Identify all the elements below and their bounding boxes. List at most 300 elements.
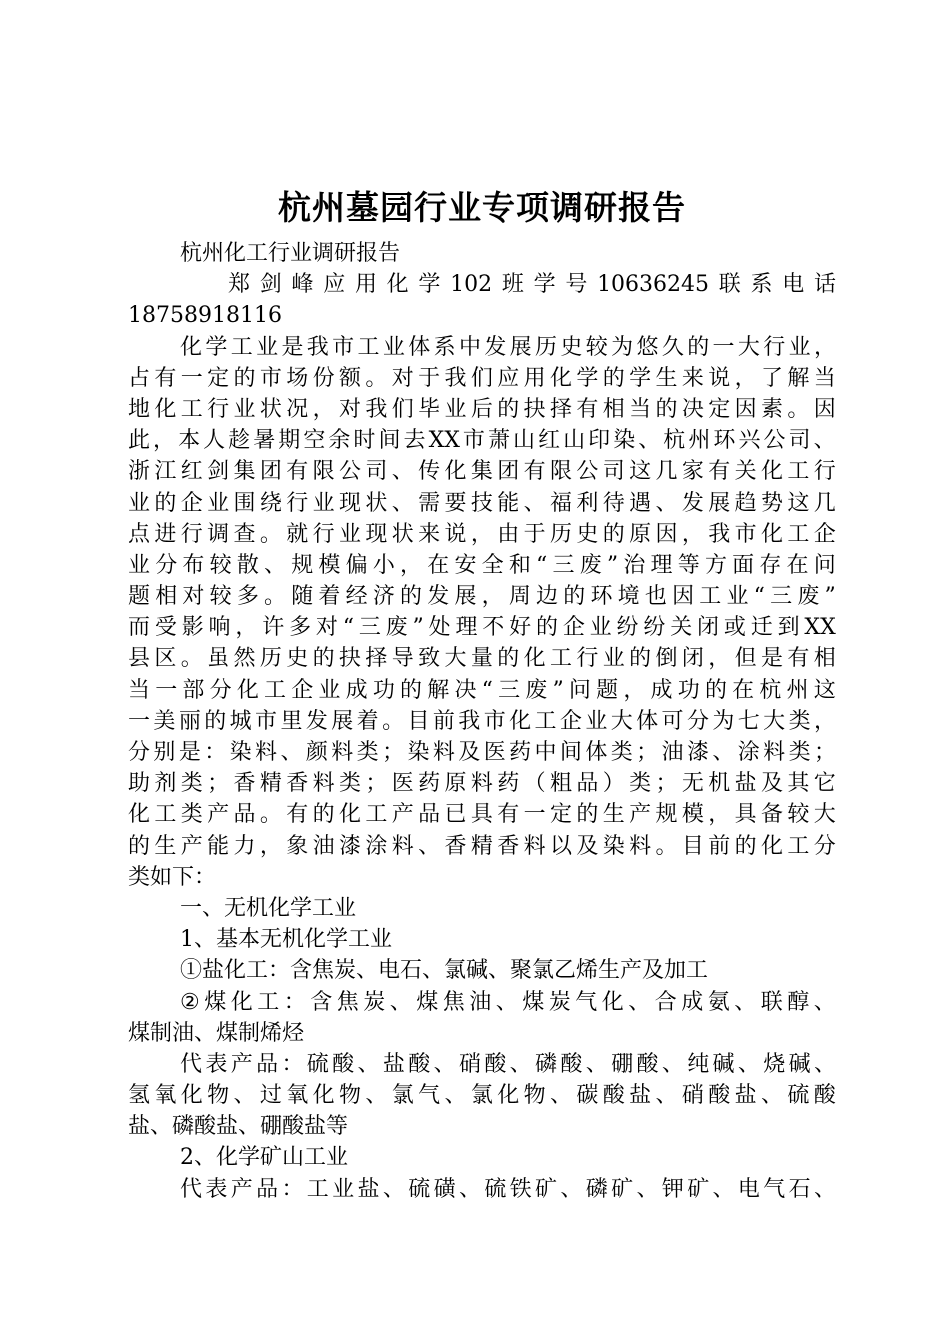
glyph: 家 — [681, 459, 704, 485]
glyph: 发 — [427, 584, 450, 610]
glyph: 行 — [813, 459, 836, 485]
glyph: XX — [428, 428, 460, 454]
glyph: 品 — [418, 802, 441, 828]
glyph: 集 — [470, 459, 493, 485]
glyph: 、 — [357, 1051, 380, 1077]
glyph: 布 — [182, 552, 205, 578]
glyph: 这 — [629, 459, 652, 485]
glyph: 许 — [262, 615, 285, 641]
glyph: 规 — [291, 552, 314, 578]
glyph: 工 — [306, 1176, 329, 1202]
glyph: 业 — [256, 334, 279, 360]
glyph: 场 — [286, 365, 309, 391]
glyph: 的 — [687, 334, 710, 360]
glyph: 医 — [391, 771, 414, 797]
glyph: 环 — [713, 428, 736, 454]
glyph: 分 — [155, 552, 178, 578]
glyph: 大 — [737, 334, 760, 360]
glyph: ； — [207, 771, 230, 797]
glyph: 间 — [559, 740, 582, 765]
glyph: 团 — [259, 459, 282, 485]
glyph: 题 — [596, 677, 619, 703]
glyph: 州 — [786, 677, 809, 703]
glyph: 但 — [734, 646, 757, 672]
glyph: 漆 — [686, 740, 709, 765]
glyph: 分 — [128, 740, 151, 765]
glyph: 对 — [315, 615, 338, 641]
glyph: 们 — [391, 396, 414, 422]
glyph: ： — [281, 1176, 304, 1202]
author-char: 郑 — [228, 272, 251, 298]
glyph: 化 — [312, 1083, 335, 1109]
glyph: 工 — [180, 396, 203, 422]
glyph: 氯 — [470, 1083, 493, 1109]
glyph: 兴 — [738, 428, 761, 454]
glyph: 、 — [638, 428, 661, 454]
glyph: ； — [365, 771, 388, 797]
glyph: 产 — [391, 802, 414, 828]
glyph: 额 — [339, 365, 362, 391]
body-line — [128, 768, 836, 799]
glyph: 目 — [681, 833, 704, 859]
glyph: 大 — [610, 708, 633, 734]
glyph: 业 — [444, 396, 467, 422]
glyph: 酸 — [408, 1051, 431, 1077]
glyph: 磷 — [535, 1051, 558, 1077]
glyph: 、 — [628, 989, 651, 1015]
glyph: 展 — [708, 490, 731, 516]
glyph: 具 — [470, 802, 493, 828]
glyph: 生 — [655, 365, 678, 391]
glyph: 盐 — [734, 771, 757, 797]
glyph: 硝 — [681, 1083, 704, 1109]
glyph: 业 — [589, 615, 612, 641]
glyph: 大 — [813, 802, 836, 828]
glyph: 发 — [484, 334, 507, 360]
glyph: ， — [734, 365, 757, 391]
glyph: 前 — [432, 708, 455, 734]
glyph: 浙 — [128, 459, 151, 485]
glyph: 料 — [391, 833, 414, 859]
glyph: 漆 — [339, 833, 362, 859]
author-char: 用 — [354, 272, 377, 298]
glyph: 及 — [761, 771, 784, 797]
glyph: 问 — [813, 552, 836, 578]
glyph: 精 — [259, 771, 282, 797]
glyph: 和 — [508, 552, 531, 578]
glyph: 三 — [552, 552, 575, 578]
glyph: 药 — [418, 771, 441, 797]
glyph: 市 — [255, 708, 278, 734]
glyph: 进 — [154, 521, 177, 547]
glyph: 关 — [670, 615, 693, 641]
glyph: 炭 — [363, 989, 386, 1015]
glyph: 品 — [256, 1051, 279, 1077]
glyph: 酸 — [332, 1051, 355, 1077]
glyph: 因 — [655, 521, 678, 547]
glyph: 传 — [418, 459, 441, 485]
glyph: 有 — [523, 459, 546, 485]
glyph: 行 — [763, 334, 786, 360]
glyph: 化 — [761, 833, 784, 859]
glyph: 这 — [813, 677, 836, 703]
glyph: 遇 — [629, 490, 652, 516]
glyph: 料 — [312, 771, 335, 797]
glyph: 我 — [306, 334, 329, 360]
glyph: 偏 — [345, 552, 368, 578]
glyph: ， — [259, 833, 282, 859]
glyph: 里 — [280, 708, 303, 734]
glyph: 此 — [128, 428, 151, 454]
glyph: 业 — [312, 490, 335, 516]
glyph: 的 — [497, 646, 520, 672]
author-char: 学 — [418, 272, 441, 298]
glyph: 的 — [602, 521, 625, 547]
glyph: 去 — [403, 428, 426, 454]
glyph: 盐 — [357, 1176, 380, 1202]
class-number: 102 — [450, 272, 493, 298]
glyph: 工 — [699, 584, 722, 610]
glyph: 而 — [128, 615, 151, 641]
glyph: 致 — [418, 646, 441, 672]
glyph: 本 — [178, 428, 201, 454]
glyph: 分 — [686, 708, 709, 734]
glyph: 量 — [470, 646, 493, 672]
glyph: 的 — [312, 646, 335, 672]
glyph: 烧 — [763, 1051, 786, 1077]
glyph: 模 — [318, 552, 341, 578]
glyph: 纷 — [643, 615, 666, 641]
glyph: ； — [655, 771, 678, 797]
glyph: 、 — [495, 989, 518, 1015]
author-char: 系 — [750, 272, 773, 298]
glyph: 、 — [655, 490, 678, 516]
glyph: 大 — [444, 646, 467, 672]
glyph: 影 — [181, 615, 204, 641]
glyph: 、 — [523, 490, 546, 516]
glyph: 料 — [763, 740, 786, 765]
glyph: 的 — [535, 615, 558, 641]
glyph: 工 — [787, 833, 810, 859]
glyph: 济 — [372, 584, 395, 610]
glyph: 煤 — [416, 989, 439, 1015]
glyph: 、 — [391, 490, 414, 516]
glyph: 类 — [788, 740, 811, 765]
glyph: 市 — [462, 428, 485, 454]
glyph: 江 — [154, 459, 177, 485]
glyph: 暑 — [253, 428, 276, 454]
body-line — [128, 706, 836, 737]
glyph: 、 — [444, 1083, 467, 1109]
glyph: 处 — [428, 615, 451, 641]
glyph: 体 — [408, 334, 431, 360]
glyph: 的 — [154, 490, 177, 516]
glyph: 酸 — [560, 1051, 583, 1077]
glyph: ） — [602, 771, 625, 797]
glyph: 具 — [734, 802, 757, 828]
glyph: 业 — [128, 490, 151, 516]
document-body — [128, 238, 836, 1205]
glyph: 中 — [458, 334, 481, 360]
glyph: 福 — [550, 490, 573, 516]
glyph: 其 — [787, 771, 810, 797]
author-char: 学 — [533, 272, 556, 298]
glyph: 业 — [382, 334, 405, 360]
subsection-heading-chemical-mining: 2、化学矿山工业 — [180, 1145, 348, 1171]
glyph: 杭 — [759, 677, 782, 703]
glyph: 、 — [813, 1176, 836, 1202]
glyph: 化 — [236, 677, 259, 703]
glyph: 类 — [610, 740, 633, 765]
glyph: 、 — [233, 1083, 256, 1109]
body-line — [128, 799, 836, 830]
glyph: 矿 — [687, 1176, 710, 1202]
glyph: 焦 — [336, 989, 359, 1015]
glyph: 染 — [613, 428, 636, 454]
representative-products-cont: 盐、磷酸盐、硼酸盐等 — [128, 1114, 349, 1140]
glyph: 现 — [365, 521, 388, 547]
glyph: 、 — [761, 1083, 784, 1109]
glyph: 因 — [734, 396, 757, 422]
glyph: 矿 — [611, 1176, 634, 1202]
glyph: 治 — [623, 552, 646, 578]
glyph: 硫 — [306, 1051, 329, 1077]
glyph: 经 — [345, 584, 368, 610]
glyph: 及 — [576, 833, 599, 859]
glyph: ， — [681, 521, 704, 547]
document-title: 杭州墓园行业专项调研报告 — [278, 188, 686, 227]
glyph: 企 — [813, 521, 836, 547]
glyph: 着 — [318, 584, 341, 610]
glyph: 。 — [655, 833, 678, 859]
glyph: 规 — [655, 802, 678, 828]
glyph: 氯 — [391, 1083, 414, 1109]
glyph: ” — [412, 615, 424, 641]
glyph: ， — [400, 552, 423, 578]
glyph: 成 — [681, 989, 704, 1015]
glyph: 、 — [418, 833, 441, 859]
glyph: 展 — [331, 708, 354, 734]
glyph: 关 — [734, 459, 757, 485]
glyph: 产 — [207, 802, 230, 828]
glyph: “ — [481, 677, 493, 703]
glyph: 、 — [280, 740, 303, 765]
glyph: 体 — [636, 708, 659, 734]
glyph: 油 — [312, 833, 335, 859]
glyph: 待 — [602, 490, 625, 516]
glyph: 、 — [433, 1051, 456, 1077]
glyph: 前 — [708, 833, 731, 859]
glyph: 化 — [444, 459, 467, 485]
glyph: 因 — [813, 396, 836, 422]
glyph: 在 — [786, 552, 809, 578]
glyph: 趋 — [734, 490, 757, 516]
glyph: 间 — [378, 428, 401, 454]
glyph: 工 — [257, 989, 280, 1015]
glyph: 成 — [345, 677, 368, 703]
glyph: 史 — [576, 521, 599, 547]
glyph: 择 — [550, 396, 573, 422]
glyph: 解 — [787, 365, 810, 391]
glyph: 有 — [286, 802, 309, 828]
glyph: 企 — [559, 708, 582, 734]
glyph: 碱 — [788, 1051, 811, 1077]
glyph: 展 — [509, 334, 532, 360]
glyph: 化 — [550, 365, 573, 391]
glyph: 绕 — [259, 490, 282, 516]
glyph: 它 — [813, 771, 836, 797]
glyph: ， — [813, 334, 836, 360]
glyph: 化 — [761, 521, 784, 547]
glyph: 醇 — [787, 989, 810, 1015]
glyph: 司 — [602, 459, 625, 485]
representative-products-mining — [128, 1174, 836, 1205]
glyph: 到 — [777, 615, 800, 641]
glyph: 导 — [391, 646, 414, 672]
glyph: 、 — [509, 1051, 532, 1077]
glyph: 定 — [207, 365, 230, 391]
glyph: 机 — [708, 771, 731, 797]
glyph: 我 — [708, 521, 731, 547]
glyph: 因 — [672, 584, 695, 610]
glyph: 化 — [180, 334, 203, 360]
glyph: 工 — [787, 521, 810, 547]
glyph: 行 — [180, 521, 203, 547]
glyph: 期 — [278, 428, 301, 454]
glyph: 铁 — [509, 1176, 532, 1202]
glyph: 史 — [286, 646, 309, 672]
glyph: 较 — [787, 802, 810, 828]
glyph: 迁 — [750, 615, 773, 641]
glyph: 由 — [497, 521, 520, 547]
glyph: 。 — [787, 396, 810, 422]
glyph: 环 — [590, 584, 613, 610]
body-line — [128, 581, 836, 612]
glyph: 化 — [128, 802, 151, 828]
glyph: 系 — [433, 334, 456, 360]
glyph: 的 — [563, 584, 586, 610]
glyph: 红 — [180, 459, 203, 485]
glyph: 三 — [498, 677, 521, 703]
glyph: ： — [281, 1051, 304, 1077]
glyph: 原 — [444, 771, 467, 797]
glyph: 的 — [602, 365, 625, 391]
glyph: 对 — [391, 365, 414, 391]
glyph: 业 — [339, 521, 362, 547]
glyph: 发 — [681, 490, 704, 516]
glyph: 一 — [155, 677, 178, 703]
glyph: 合 — [654, 989, 677, 1015]
glyph: 力 — [233, 833, 256, 859]
glyph: 能 — [207, 833, 230, 859]
glyph: 存 — [759, 552, 782, 578]
glyph: 酸 — [708, 1083, 731, 1109]
glyph: 行 — [207, 396, 230, 422]
glyph: 是 — [281, 334, 304, 360]
glyph: 煤 — [204, 989, 227, 1015]
glyph: 体 — [585, 740, 608, 765]
glyph: 就 — [286, 521, 309, 547]
glyph: 历 — [535, 334, 558, 360]
glyph: 硫 — [484, 1176, 507, 1202]
glyph: 理 — [455, 615, 478, 641]
representative-products — [128, 1049, 836, 1080]
glyph: 境 — [617, 584, 640, 610]
glyph: ， — [481, 584, 504, 610]
glyph: 状 — [391, 521, 414, 547]
glyph: 及 — [458, 740, 481, 765]
glyph: 剂 — [154, 771, 177, 797]
glyph: 化 — [523, 646, 546, 672]
list-item-coal-chemical — [128, 987, 836, 1018]
glyph: 山 — [513, 428, 536, 454]
glyph: 象 — [286, 833, 309, 859]
glyph: 生 — [154, 833, 177, 859]
glyph: 表 — [205, 1176, 228, 1202]
glyph: 电 — [737, 1176, 760, 1202]
glyph: 利 — [576, 490, 599, 516]
body-line — [128, 612, 836, 643]
glyph: 司 — [788, 428, 811, 454]
glyph: ， — [623, 677, 646, 703]
glyph: 司 — [365, 459, 388, 485]
glyph: 硼 — [611, 1051, 634, 1077]
glyph: 粗 — [550, 771, 573, 797]
representative-products-cont — [128, 1080, 836, 1111]
glyph: 市 — [259, 365, 282, 391]
glyph: 行 — [576, 646, 599, 672]
glyph: 、 — [458, 1176, 481, 1202]
glyph: 有 — [154, 365, 177, 391]
glyph: 、 — [712, 1176, 735, 1202]
glyph: 精 — [470, 833, 493, 859]
glyph: 药 — [497, 771, 520, 797]
glyph: 们 — [470, 365, 493, 391]
glyph: ” — [606, 552, 619, 578]
glyph: 余 — [328, 428, 351, 454]
glyph: 业 — [332, 1176, 355, 1202]
glyph: 、 — [661, 1051, 684, 1077]
glyph: 生 — [602, 802, 625, 828]
glyph: 类 — [788, 708, 811, 734]
glyph: 硫 — [408, 1176, 431, 1202]
glyph: 状 — [259, 396, 282, 422]
glyph: 氨 — [707, 989, 730, 1015]
glyph: 、 — [264, 552, 287, 578]
glyph: 表 — [205, 1051, 228, 1077]
glyph: 、 — [560, 1176, 583, 1202]
glyph: 的 — [204, 708, 227, 734]
glyph: 来 — [418, 521, 441, 547]
glyph: 酸 — [813, 1083, 836, 1109]
glyph: 的 — [576, 802, 599, 828]
glyph: 时 — [353, 428, 376, 454]
author-char: 联 — [718, 272, 741, 298]
glyph: 美 — [153, 708, 176, 734]
glyph: 市 — [734, 521, 757, 547]
glyph: 学 — [576, 365, 599, 391]
glyph: 为 — [611, 334, 634, 360]
glyph: 业 — [726, 584, 749, 610]
glyph: 料 — [255, 740, 278, 765]
glyph: 料 — [629, 833, 652, 859]
glyph: 学 — [629, 365, 652, 391]
glyph: 市 — [483, 708, 506, 734]
body-line — [128, 456, 836, 487]
glyph: 说 — [444, 521, 467, 547]
glyph: 香 — [497, 833, 520, 859]
glyph: 类 — [180, 802, 203, 828]
